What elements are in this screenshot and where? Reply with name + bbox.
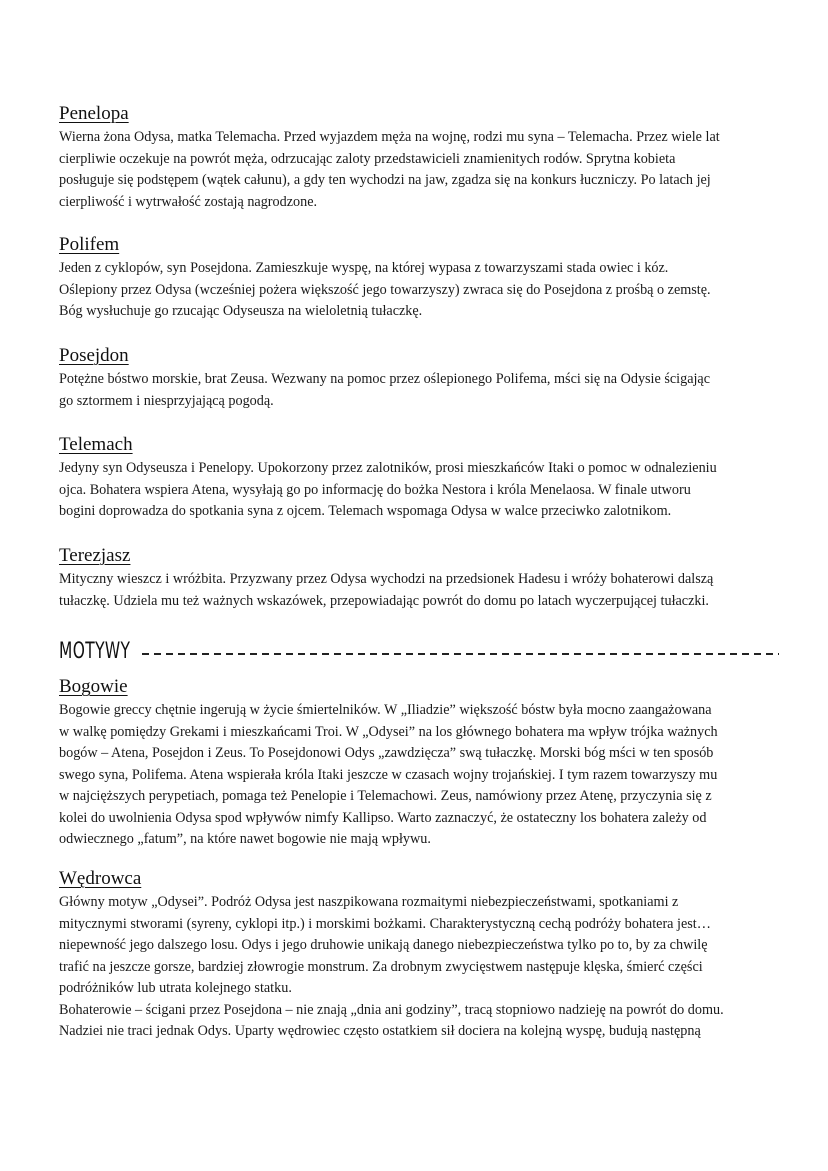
motif-line: niepewność jego dalszego losu. Odys i jego druhowie unikają danego niebezpieczeństwa tylko po to, by za chwilę xyxy=(59,937,708,953)
motif-line: Bohaterowie – ścigani przez Posejdona – nie znają „dnia ani godziny”, tracą stopniowo nadzieję na powrót do domu. xyxy=(59,1001,724,1018)
section-line: Jeden z cyklopów, syn Posejdona. Zamieszkuje wyspę, na której wypasa z towarzyszami stada owiec i kóz. xyxy=(59,260,669,276)
motif-line: w walkę pomiędzy Grekami i mieszkańcami Troi. W „Odysei” na los głównego bohatera ma wpływ trójka ważnych xyxy=(59,723,718,740)
section-polifem xyxy=(59,234,779,323)
motif-line: kolei do uwolnienia Odysa spod wpływów nimfy Kallipso. Warto zaznaczyć, że ostateczny los bohatera zależy od xyxy=(59,809,707,826)
motif-line: w najcięższych perypetiach, pomaga też Penelopie i Telemachowi. Zeus, namówiony przez Atenę, przyczynia się z xyxy=(59,788,712,804)
section-line: Bóg wysłuchuje go rzucając Odyseusza na wieloletnią tułaczkę. xyxy=(59,303,423,319)
section-line: bogini doprowadza do spotkania syna z ojcem. Telemach wspomaga Odysa w walce przeciwko zalotnikom. xyxy=(59,503,672,519)
section-heading: Terezjasz xyxy=(59,545,131,566)
motif-bogowie xyxy=(59,676,779,851)
section-heading: Telemach xyxy=(59,434,133,455)
section-line: tułaczkę. Udziela mu też ważnych wskazówek, przepowiadając powrót do domu po latach wyczerpującej tułaczki. xyxy=(59,592,709,609)
dashed-rule xyxy=(142,653,779,655)
section-penelopa xyxy=(59,103,779,213)
motif-line: swego syna, Polifema. Atena wspierała króla Itaki jeszcze w czasach wojny trojańskiej. I tym razem towarzyszy mu xyxy=(59,766,718,783)
section-posejdon xyxy=(59,345,779,412)
section-line: Wierna żona Odysa, matka Telemacha. Przed wyjazdem męża na wojnę, rodzi mu syna – Telemacha. Przez wiele lat xyxy=(59,129,720,145)
section-line: posługuje się podstępem (wątek całunu), a gdy ten wychodzi na jaw, zgadza się na konkurs łuczniczy. Po latach jej xyxy=(59,172,711,188)
motif-heading: Wędrowca xyxy=(59,868,142,889)
section-heading: Polifem xyxy=(59,234,120,255)
motif-heading: Bogowie xyxy=(59,676,128,697)
motif-line: Bogowie greccy chętnie ingerują w życie śmiertelników. W „Iliadzie” większość bóstw była mocno zaangażowana xyxy=(59,702,712,718)
section-line: Mityczny wieszcz i wróżbita. Przyzwany przez Odysa wychodzi na przedsionek Hadesu i wróży bohaterowi dalszą xyxy=(59,571,714,587)
section-line: Oślepiony przez Odysa (wcześniej pożera większość jego towarzyszy) zwraca się do Posejdona z prośbą o zemstę. xyxy=(59,281,711,298)
motifs-divider xyxy=(59,634,779,668)
section-heading: Penelopa xyxy=(59,103,129,124)
section-line: ojca. Bohatera wspiera Atena, wysyłają go po informację do bożka Nestora i króla Menelaosa. W finale utworu xyxy=(59,481,691,498)
motif-wedrowca xyxy=(59,868,779,1043)
motif-line: Nadziei nie traci jednak Odys. Uparty wędrowiec często ostatkiem sił dociera na kolejną wyspę, budują następną xyxy=(59,1023,701,1039)
section-terezjasz xyxy=(59,545,779,612)
section-telemach xyxy=(59,434,779,523)
section-line: cierpliwie oczekuje na powrót męża, odrzucając zaloty przedstawicieli znamienitych rodów. Sprytna kobieta xyxy=(59,150,676,167)
section-heading: Posejdon xyxy=(59,345,129,366)
motif-line: podróżników lub utrata kolejnego statku. xyxy=(59,980,292,996)
section-line: go sztormem i niesprzyjającą pogodą. xyxy=(59,392,274,409)
motif-line: trafić na jeszcze gorsze, bardziej złowrogie monstrum. Za drobnym zwycięstwem następuje klęska, śmierć części xyxy=(59,958,703,975)
motif-line: Główny motyw „Odysei”. Podróż Odysa jest naszpikowana rozmaitymi niebezpieczeństwami, spotkaniami z xyxy=(59,894,679,910)
section-line: Jedyny syn Odyseusza i Penelopy. Upokorzony przez zalotników, prosi mieszkańców Itaki o pomoc w odnalezieniu xyxy=(59,460,717,476)
motifs-divider-label: MOTYWY xyxy=(59,638,131,664)
motif-line: mitycznymi stworami (syreny, cyklopi itp.) i morskimi bożkami. Charakterystyczną cechą podróży bohatera jest… xyxy=(59,915,711,932)
section-line: cierpliwość i wytrwałość zostają nagrodzone. xyxy=(59,193,318,210)
section-line: Potężne bóstwo morskie, brat Zeusa. Wezwany na pomoc przez oślepionego Polifema, mści się na Odysie ścigając xyxy=(59,371,711,387)
motif-line: bogów – Atena, Posejdon i Zeus. To Posejdonowi Odys „zawdzięcza” swą tułaczkę. Morski bóg mści w ten sposób xyxy=(59,745,714,761)
motif-line: odwiecznego „fatum”, na które nawet bogowie nie mają wpływu. xyxy=(59,831,431,847)
